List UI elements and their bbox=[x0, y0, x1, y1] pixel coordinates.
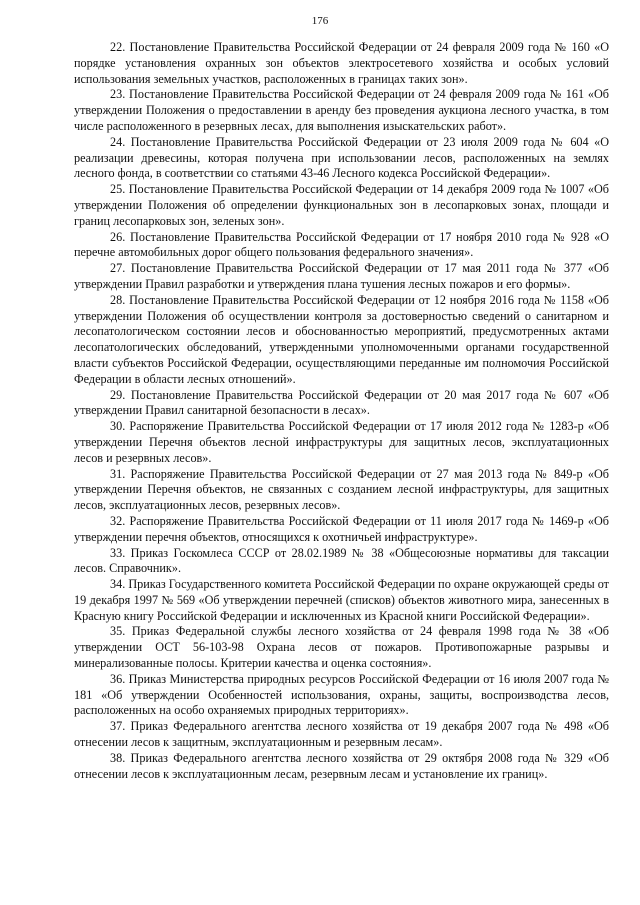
list-item: 22. Постановление Правительства Российской Федерации от 24 февраля 2009 года № 160 «О порядке установления охранных зон объектов электросетевого хозяйства и особых условий использования земельных участков, расположенных в границах таких зон». bbox=[74, 40, 609, 86]
list-item: 29. Постановление Правительства Российской Федерации от 20 мая 2017 года № 607 «Об утверждении Правил санитарной безопасности в лесах». bbox=[74, 387, 609, 418]
list-item: 25. Постановление Правительства Российской Федерации от 14 декабря 2009 года № 1007 «Об утверждении Положения об определении функциональных зон в лесопарковых зонах, площади и границ лесопарковых зон, зеленых зон». bbox=[74, 182, 609, 228]
list-item: 28. Постановление Правительства Российской Федерации от 12 ноября 2016 года № 1158 «Об утверждении Положения об осуществлении контроля за достоверностью сведений о санитарном и лесопатологическом состоянии лесов и обоснованностью мероприятий, предусмотренных актами лесопатологических обследований, утвержденными уполномоченными органами государственной власти субъектов Российской Федерации, осуществляющими переданные им полномочия Российской Федерации в области лесных отношений». bbox=[74, 292, 609, 386]
reference-list bbox=[74, 40, 609, 782]
list-item: 31. Распоряжение Правительства Российской Федерации от 27 мая 2013 года № 849-р «Об утверждении Перечня объектов, не связанных с созданием лесной инфраструктуры, для защитных лесов, эксплуатационных лесов, резервных лесов». bbox=[74, 466, 609, 513]
list-item: 24. Постановление Правительства Российской Федерации от 23 июля 2009 года № 604 «О реализации древесины, которая получена при использовании лесов, расположенных на землях лесного фонда, в соответствии со статьями 43-46 Лесного кодекса Российской Федерации». bbox=[74, 134, 609, 181]
list-item: 33. Приказ Госкомлеса СССР от 28.02.1989 № 38 «Общесоюзные нормативы для таксации лесов. Справочник». bbox=[74, 545, 609, 576]
list-item: 37. Приказ Федерального агентства лесного хозяйства от 19 декабря 2007 года № 498 «Об отнесении лесов к защитным, эксплуатационным и резервным лесам». bbox=[74, 719, 609, 750]
list-item: 30. Распоряжение Правительства Российской Федерации от 17 июля 2012 года № 1283-р «Об утверждении Перечня объектов лесной инфраструктуры для защитных лесов, эксплуатационных лесов и резервных лесов». bbox=[74, 419, 609, 465]
list-item: 35. Приказ Федеральной службы лесного хозяйства от 24 февраля 1998 года № 38 «Об утверждении ОСТ 56-103-98 Охрана лесов от пожаров. Противопожарные разрывы и минерализованные полосы. Критерии качества и оценка состояния». bbox=[74, 624, 609, 671]
page-number: 176 bbox=[311, 15, 329, 27]
list-item: 36. Приказ Министерства природных ресурсов Российской Федерации от 16 июля 2007 года № 181 «Об утверждении Особенностей использования, охраны, защиты, воспроизводства лесов, расположенных на особо охраняемых природных территориях». bbox=[74, 671, 609, 718]
list-item: 26. Постановление Правительства Российской Федерации от 17 ноября 2010 года № 928 «О перечне автомобильных дорог общего пользования федерального значения». bbox=[74, 229, 609, 260]
list-item: 34. Приказ Государственного комитета Российской Федерации по охране окружающей среды от 19 декабря 1997 № 569 «Об утверждении перечней (списков) объектов животного мира, занесенных в Красную книгу Российской Федерации и исключенных из Красной книги Российской Федерации». bbox=[74, 577, 609, 623]
list-item: 23. Постановление Правительства Российской Федерации от 24 февраля 2009 года № 161 «Об утверждении Положения о предоставлении в аренду без проведения аукциона лесного участка, в том числе расположенного в резервных лесах, для выполнения изыскательских работ». bbox=[74, 87, 609, 133]
list-item: 32. Распоряжение Правительства Российской Федерации от 11 июля 2017 года № 1469-р «Об утверждении перечня объектов, относящихся к охотничьей инфраструктуре». bbox=[74, 513, 609, 544]
list-item: 38. Приказ Федерального агентства лесного хозяйства от 29 октября 2008 года № 329 «Об отнесении лесов к эксплуатационным лесам, резервным лесам и установление их границ». bbox=[74, 750, 609, 781]
list-item: 27. Постановление Правительства Российской Федерации от 17 мая 2011 года № 377 «Об утверждении Правил разработки и утверждения плана тушения лесных пожаров и его формы». bbox=[74, 261, 609, 291]
